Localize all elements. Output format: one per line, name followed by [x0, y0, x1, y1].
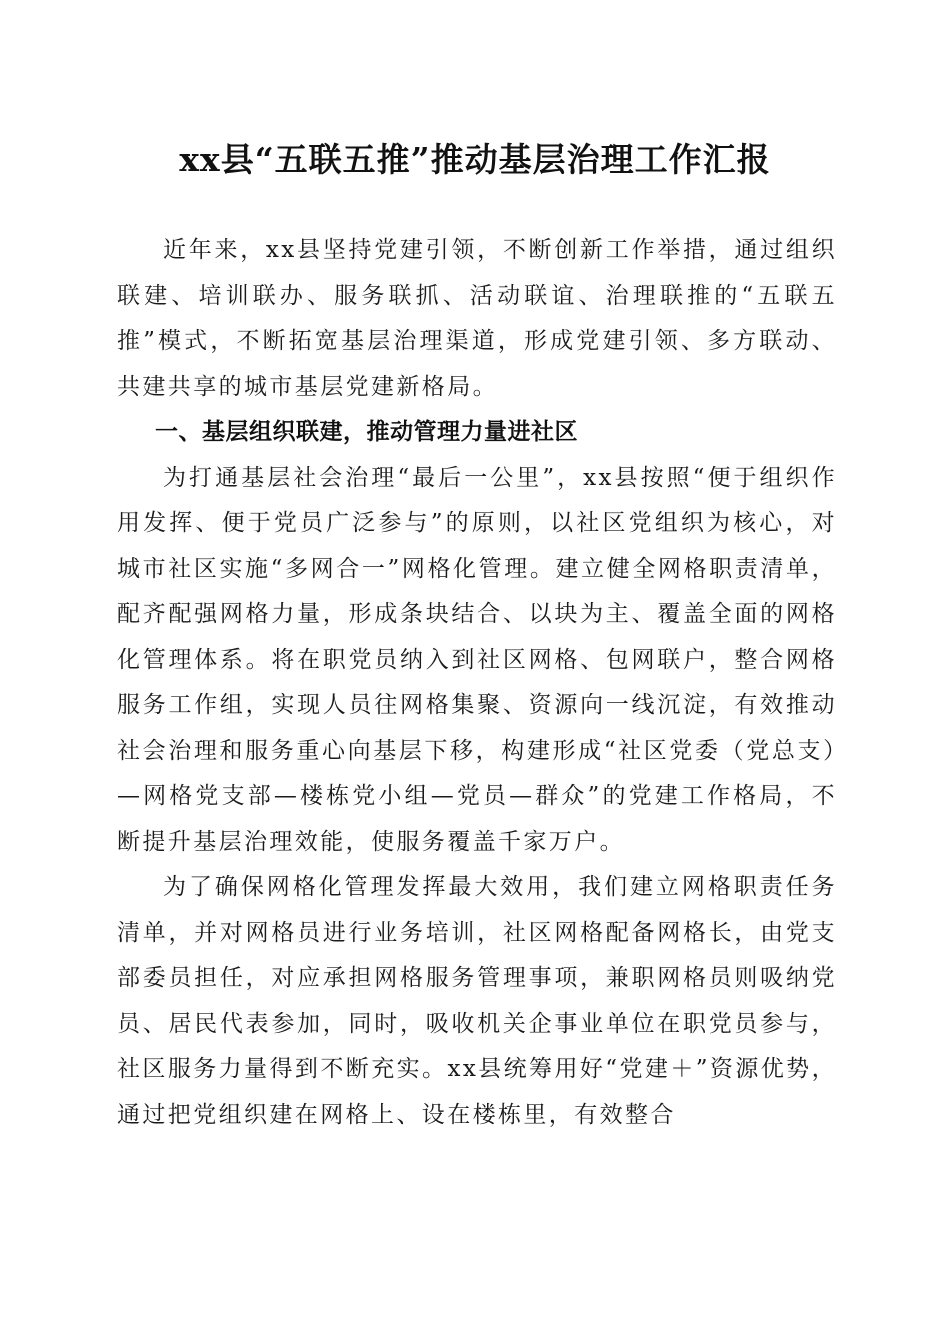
document-title: xx县“五联五推”推动基层治理工作汇报 — [179, 140, 771, 179]
intro-paragraph: 近年来，xx县坚持党建引领，不断创新工作举措，通过组织联建、培训联办、服务联抓、活动联谊、治理联推的“五联五推”模式，不断拓宽基层治理渠道，形成党建引领、多方联动、共建共享的城市基层党建新格局。 — [117, 237, 837, 400]
body-paragraph: 为了确保网格化管理发挥最大效用，我们建立网格职责任务清单，并对网格员进行业务培训，社区网格配备网格长，由党支部委员担任，对应承担网格服务管理事项，兼职网格员则吸纳党员、居民代表参加，同时，吸收机关企事业单位在职党员参与，社区服务力量得到不断充实。xx县统筹用好“党建＋”资源优势，通过把党组织建在网格上、设在楼栋里，有效整合 — [117, 874, 837, 1128]
body-paragraph: 为打通基层社会治理“最后一公里”，xx县按照“便于组织作用发挥、便于党员广泛参与”的原则，以社区党组织为核心，对城市社区实施“多网合一”网格化管理。建立健全网格职责清单，配齐配强网格力量，形成条块结合、以块为主、覆盖全面的网格化管理体系。将在职党员纳入到社区网格、包网联户，整合网格服务工作组，实现人员往网格集聚、资源向一线沉淀，有效推动社会治理和服务重心向基层下移，构建形成“社区党委（党总支）—网格党支部—楼栋党小组—党员—群众”的党建工作格局，不断提升基层治理效能，使服务覆盖千家万户。 — [117, 464, 837, 855]
document-body — [117, 228, 837, 1138]
section-heading: 一、基层组织联建，推动管理力量进社区 — [155, 419, 578, 445]
